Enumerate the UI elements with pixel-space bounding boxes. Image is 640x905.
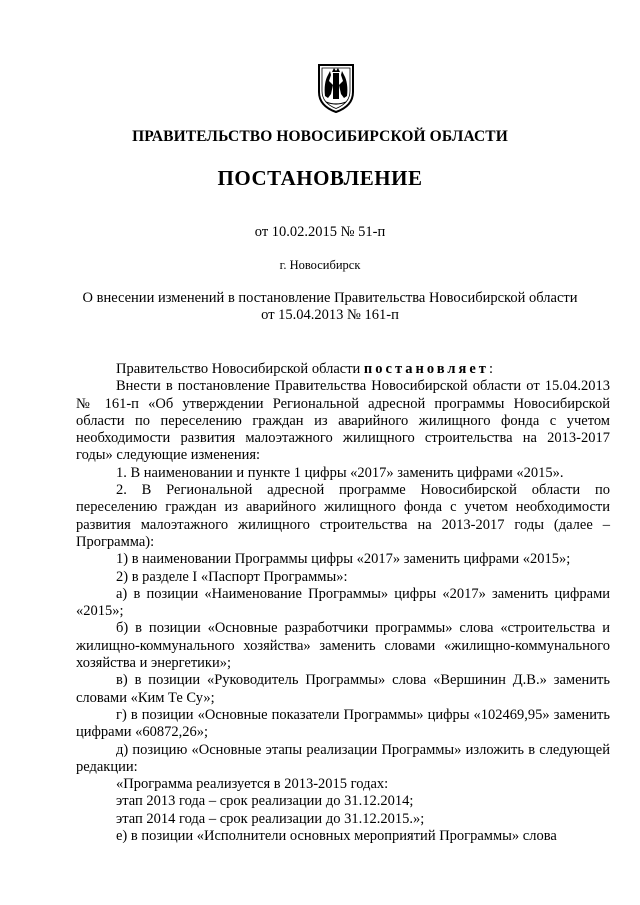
paragraph-quote-3: этап 2014 года – срок реализации до 31.12.2015.»; — [116, 810, 425, 827]
document-body — [76, 361, 610, 845]
preamble — [76, 361, 610, 378]
paragraph-sub-d: д) позицию «Основные этапы реализации Программы» изложить в следующей редакции: — [76, 741, 610, 775]
coat-of-arms-icon — [316, 62, 356, 114]
document-date-number: от 10.02.2015 № 51-п — [254, 224, 386, 240]
paragraph-sub-e: е) в позиции «Исполнители основных мероприятий Программы» слова — [116, 828, 557, 845]
paragraph-quote-1: «Программа реализуется в 2013-2015 годах: — [116, 776, 389, 793]
paragraph-sub-1: 1) в наименовании Программы цифры «2017» заменить цифрами «2015»; — [116, 551, 571, 568]
subject-line-2: от 15.04.2013 № 161-п — [261, 307, 399, 323]
paragraph-sub-g: г) в позиции «Основные показатели Программы» цифры «102469,95» заменить цифрами «60872,26»; — [76, 706, 610, 741]
paragraph-item-1: 1. В наименовании и пункте 1 цифры «2017» заменить цифрами «2015». — [116, 464, 564, 481]
paragraph-sub-2: 2) в разделе I «Паспорт Программы»: — [116, 568, 348, 585]
preamble-colon: : — [488, 361, 493, 377]
paragraph-item-2: 2. В Региональной адресной программе Новосибирской области по переселению граждан из аварийного жилищного фонда с учетом необходимости развития малоэтажного жилищного строительства на 2013-2017 годы (далее – Программа): — [76, 482, 610, 550]
document-subject — [40, 290, 620, 324]
government-name: ПРАВИТЕЛЬСТВО НОВОСИБИРСКОЙ ОБЛАСТИ — [132, 128, 508, 145]
paragraph-quote-2: этап 2013 года – срок реализации до 31.12.2014; — [116, 793, 414, 810]
subject-line-1: О внесении изменений в постановление Правительства Новосибирской области — [82, 290, 578, 306]
preamble-text: Правительство Новосибирской области — [116, 361, 364, 377]
paragraph-sub-v: в) в позиции «Руководитель Программы» слова «Вершинин Д.В.» заменить словами «Ким Те Су»; — [76, 672, 610, 706]
decree-word: постановляет — [363, 361, 489, 377]
paragraph-amend-intro: Внести в постановление Правительства Новосибирской области от 15.04.2013 № 161-п «Об утверждении Региональной адресной программы Новосибирской области по переселению граждан из аварийного жилищного фонда с учетом необходимости развития малоэтажного жилищного строительства на 2013-2017 годы» следующие изменения: — [76, 378, 610, 464]
document-type: ПОСТАНОВЛЕНИЕ — [217, 166, 423, 190]
paragraph-sub-b: б) в позиции «Основные разработчики программы» слова «строительства и жилищно-коммунального хозяйства» заменить словами «жилищно-коммунального хозяйства и энергетики»; — [76, 620, 610, 672]
document-city: г. Новосибирск — [279, 258, 361, 272]
paragraph-sub-a: а) в позиции «Наименование Программы» цифры «2017» заменить цифрами «2015»; — [76, 585, 610, 620]
